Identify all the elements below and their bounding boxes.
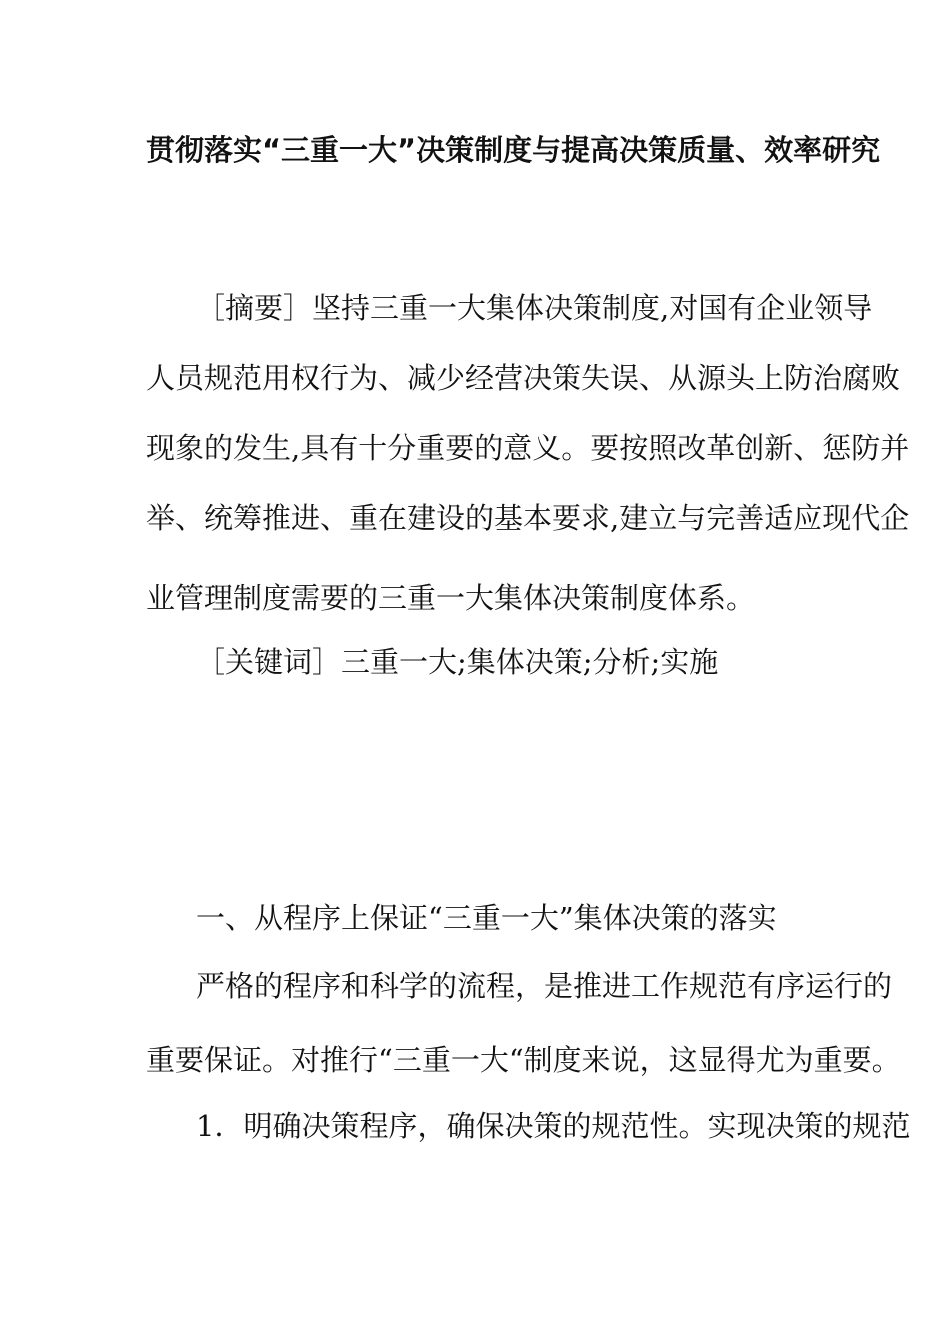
section-1-paragraph-line-1: 严格的程序和科学的流程，是推进工作规范有序运行的	[196, 969, 893, 1003]
section-1-heading: 一、从程序上保证“三重一大”集体决策的落实	[196, 901, 777, 935]
keywords-line: ［关键词］三重一大;集体决策;分析;实施	[196, 645, 719, 679]
abstract-line-2: 人员规范用权行为、减少经营决策失误、从源头上防治腐败	[146, 361, 901, 395]
abstract-line-3: 现象的发生,具有十分重要的意义。要按照改革创新、惩防并	[146, 431, 910, 465]
document-title: 贯彻落实“三重一大”决策制度与提高决策质量、效率研究	[146, 133, 881, 167]
item-1-line: 1．明确决策程序，确保决策的规范性。实现决策的规范	[196, 1109, 911, 1143]
abstract-line-5: 业管理制度需要的三重一大集体决策制度体系。	[146, 581, 756, 615]
abstract-line-1: ［摘要］坚持三重一大集体决策制度,对国有企业领导	[196, 291, 873, 325]
section-1-paragraph-line-2: 重要保证。对推行“三重一大“制度来说，这显得尤为重要。	[146, 1043, 901, 1077]
abstract-line-4: 举、统筹推进、重在建设的基本要求,建立与完善适应现代企	[146, 501, 910, 535]
